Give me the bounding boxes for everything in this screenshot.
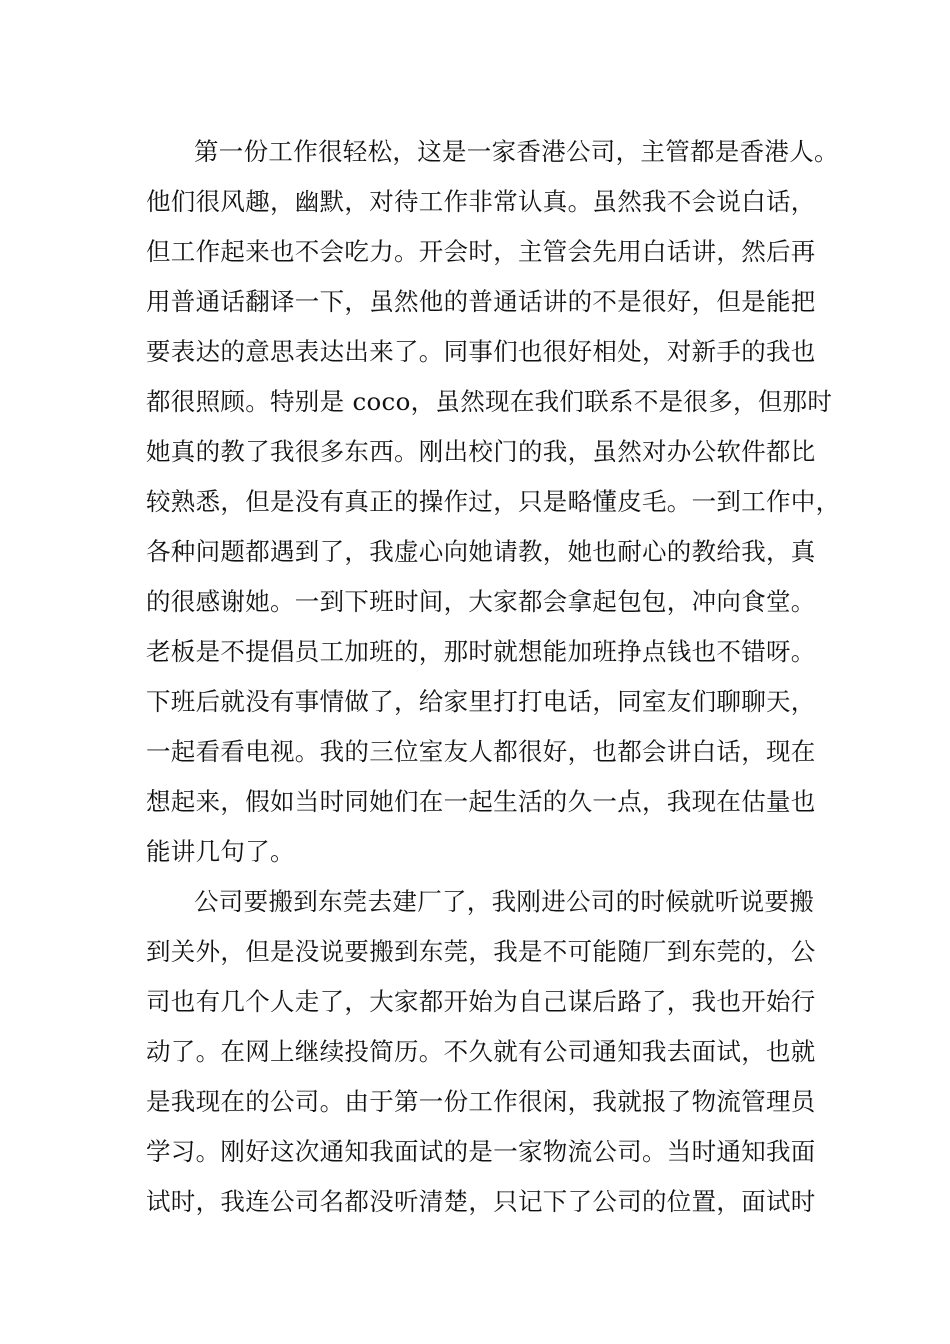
text-line: 都很照顾。特别是 coco，虽然现在我们联系不是很多，但那时: [146, 387, 833, 416]
text-line: 想起来，假如当时同她们在一起生活的久一点，我现在估量也: [146, 787, 816, 816]
text-line: 他们很风趣，幽默，对待工作非常认真。虽然我不会说白话，: [146, 187, 816, 216]
paragraph-first-line: 公司要搬到东莞去建厂了，我刚进公司的时候就听说要搬: [194, 887, 814, 916]
text-line: 到关外，但是没说要搬到东莞，我是不可能随厂到东莞的，公: [146, 937, 816, 966]
text-line: 用普通话翻译一下，虽然他的普通话讲的不是很好，但是能把: [146, 287, 816, 316]
text-line: 能讲几句了。: [146, 837, 295, 866]
text-line: 较熟悉，但是没有真正的操作过，只是略懂皮毛。一到工作中，: [146, 487, 841, 516]
body-text: [146, 132, 846, 1232]
text-line: 司也有几个人走了，大家都开始为自己谋后路了，我也开始行: [146, 987, 816, 1016]
text-line: 一起看看电视。我的三位室友人都很好，也都会讲白话，现在: [146, 737, 816, 766]
text-line: 各种问题都遇到了，我虚心向她请教，她也耐心的教给我，真: [146, 537, 816, 566]
text-line: 老板是不提倡员工加班的，那时就想能加班挣点钱也不错呀。: [146, 637, 816, 666]
text-line: 要表达的意思表达出来了。同事们也很好相处，对新手的我也: [146, 337, 816, 366]
text-line: 学习。刚好这次通知我面试的是一家物流公司。当时通知我面: [146, 1137, 816, 1166]
text-line: 试时，我连公司名都没听清楚，只记下了公司的位置，面试时: [146, 1187, 816, 1216]
paragraph-first-line: 第一份工作很轻松，这是一家香港公司，主管都是香港人。: [194, 137, 839, 166]
text-line: 的很感谢她。一到下班时间，大家都会拿起包包，冲向食堂。: [146, 587, 816, 616]
text-line: 动了。在网上继续投简历。不久就有公司通知我去面试，也就: [146, 1037, 816, 1066]
text-line: 下班后就没有事情做了，给家里打打电话，同室友们聊聊天，: [146, 687, 816, 716]
text-line: 但工作起来也不会吃力。开会时，主管会先用白话讲，然后再: [146, 237, 816, 266]
text-line: 是我现在的公司。由于第一份工作很闲，我就报了物流管理员: [146, 1087, 816, 1116]
text-line: 她真的教了我很多东西。刚出校门的我，虽然对办公软件都比: [146, 437, 816, 466]
